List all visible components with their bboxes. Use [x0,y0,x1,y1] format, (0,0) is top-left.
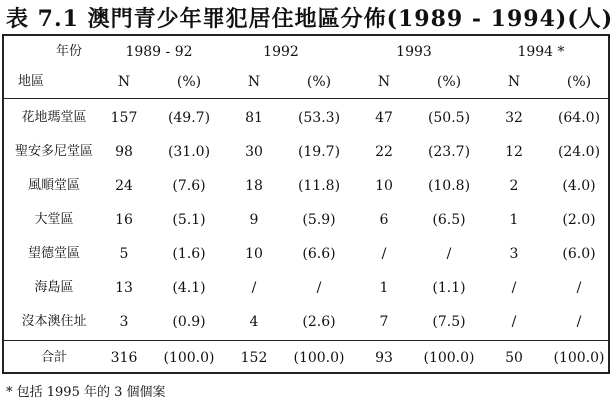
table-cell: 157 [110,110,138,126]
footnote: * 包括 1995 年的 3 個個案 [6,385,166,400]
year-header: 1993 [396,44,432,60]
table-cell: 32 [505,110,523,126]
table-cell: (49.7) [167,110,211,126]
table-cell: 93 [375,350,393,366]
table-cell: (2.0) [562,212,596,228]
area-name: 花地瑪堂區 [21,110,87,125]
table-cell: 1 [379,280,389,296]
table-cell: 5 [119,246,129,262]
table-cell: (4.0) [562,178,596,194]
table-cell: (10.8) [427,178,471,194]
table-cell: 316 [110,350,138,366]
table-cell: 30 [245,144,263,160]
table-cell: 18 [245,178,263,194]
table-cell: / [381,246,387,262]
table-cell: (6.5) [432,212,466,228]
col-pct: (%) [436,74,462,90]
year-header: 1994 * [517,44,565,60]
table-cell: 9 [249,212,259,228]
total-divider [4,340,608,341]
table-cell: (0.9) [172,314,206,330]
table-cell: (7.6) [172,178,206,194]
col-n: N [247,74,261,90]
total-label: 合計 [40,350,67,365]
table-cell: 50 [505,350,523,366]
col-pct: (%) [176,74,202,90]
table-cell: (64.0) [557,110,601,126]
year-header: 1992 [263,44,299,60]
table-cell: / [511,280,517,296]
table-row [4,238,608,270]
table-cell: / [446,246,452,262]
table-cell: 1 [509,212,519,228]
table-cell: / [576,314,582,330]
area-name: 望德堂區 [27,246,80,261]
table-cell: (7.5) [432,314,466,330]
col-n: N [507,74,521,90]
table-cell: 4 [249,314,259,330]
table-cell: (31.0) [167,144,211,160]
header-divider [4,98,608,99]
table-cell: 10 [245,246,263,262]
table-row [4,170,608,202]
header-row-sub [4,66,608,98]
table-cell: (1.6) [172,246,206,262]
area-name: 聖安多尼堂區 [14,144,93,159]
year-header: 1989 - 92 [125,44,193,60]
col-pct: (%) [306,74,332,90]
table-cell: 81 [245,110,263,126]
year-label: 年份 [55,44,82,59]
area-name: 風順堂區 [27,178,80,193]
table-title: 表 7.1 澳門青少年罪犯居住地區分佈(1989 - 1994)(人) [6,6,613,32]
table-cell: 3 [509,246,519,262]
table-row [4,306,608,338]
table-cell: (100.0) [293,350,345,366]
table-row [4,272,608,304]
table-cell: 24 [115,178,133,194]
table-cell: (23.7) [427,144,471,160]
area-name: 海島區 [34,280,74,295]
table-cell: 98 [115,144,133,160]
table-row [4,102,608,134]
table-cell: (5.1) [172,212,206,228]
table-row [4,136,608,168]
table-cell: (11.8) [297,178,341,194]
table-cell: (100.0) [163,350,215,366]
table-cell: 2 [509,178,519,194]
table-row [4,204,608,236]
table-cell: 47 [375,110,393,126]
table-cell: 10 [375,178,393,194]
table-cell: 12 [505,144,523,160]
table-cell: (50.5) [427,110,471,126]
table-cell: 152 [240,350,268,366]
table-cell: (19.7) [297,144,341,160]
table-cell: (1.1) [432,280,466,296]
table-cell: / [316,280,322,296]
table-cell: / [251,280,257,296]
col-n: N [377,74,391,90]
table-cell: (4.1) [172,280,206,296]
table-cell: 6 [379,212,389,228]
table-cell: 13 [115,280,133,296]
area-name: 沒本澳住址 [21,314,87,329]
area-name: 大堂區 [34,212,74,227]
table-cell: (24.0) [557,144,601,160]
col-n: N [117,74,131,90]
table-cell: 3 [119,314,129,330]
table-cell: (6.0) [562,246,596,262]
table-cell: (100.0) [423,350,475,366]
table-cell: (5.9) [302,212,336,228]
table-cell: / [576,280,582,296]
table-cell: / [511,314,517,330]
total-row [4,342,608,374]
table-cell: (53.3) [297,110,341,126]
table-cell: (6.6) [302,246,336,262]
table-cell: 16 [115,212,133,228]
col-pct: (%) [566,74,592,90]
table-cell: 22 [375,144,393,160]
area-label: 地區 [17,74,44,89]
data-table [2,34,610,374]
table-cell: 7 [379,314,389,330]
header-row-years [4,36,608,68]
table-cell: (2.6) [302,314,336,330]
table-cell: (100.0) [553,350,605,366]
